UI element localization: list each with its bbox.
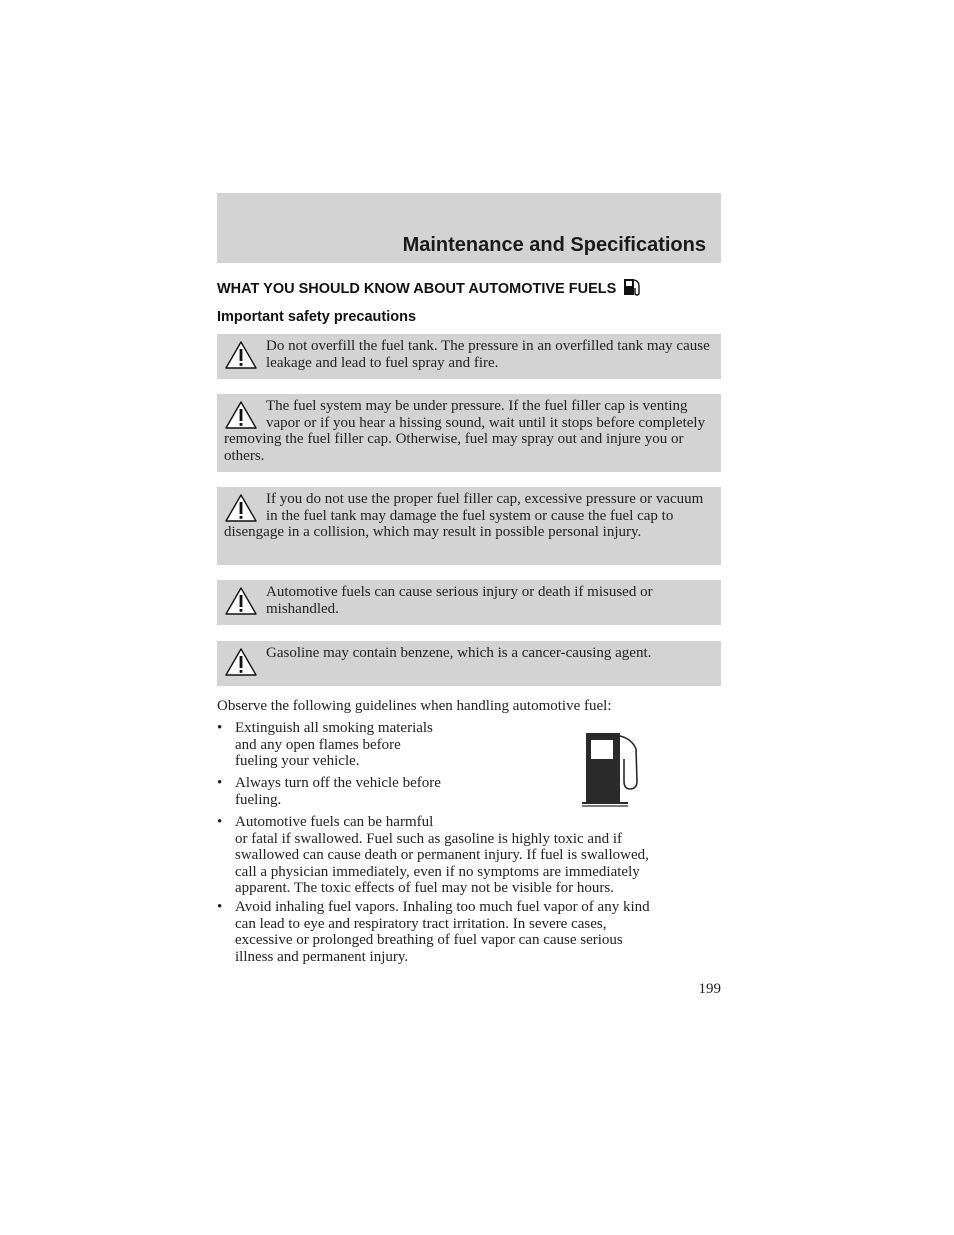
guidelines-intro: Observe the following guidelines when handling automotive fuel: (217, 698, 612, 714)
warning-box (217, 334, 721, 379)
warning-box (217, 394, 721, 472)
list-item-line: excessive or prolonged breathing of fuel vapor can cause serious (235, 932, 623, 948)
warning-text: Do not overfill the fuel tank. The pressure in an overfilled tank may cause leakage and lead to fuel spray and fire. (266, 338, 710, 371)
bullet-marker: • (217, 775, 223, 791)
subheading: Important safety precautions (217, 309, 417, 325)
warning-text: Gasoline may contain benzene, which is a cancer-causing agent. (266, 645, 652, 661)
warning-triangle-icon (224, 647, 258, 677)
bullet-marker: • (217, 899, 223, 915)
list-item-line: illness and permanent injury. (235, 948, 409, 965)
list-item-line: fueling. (235, 791, 282, 808)
list-item-line: Avoid inhaling fuel vapors. Inhaling too much fuel vapor of any kind (235, 899, 650, 915)
warning-text: The fuel system may be under pressure. If the fuel filler cap is venting vapor or if you hear a hissing sound, wait until it stops before completely removing the fuel filler cap. Otherwise, fuel may spray out and injure you or others. (224, 398, 706, 464)
list-item-line: and any open flames before (235, 736, 401, 753)
list-item-line: or fatal if swallowed. Fuel such as gasoline is highly toxic and if (235, 830, 623, 847)
list-item (217, 899, 707, 965)
warning-triangle-icon (224, 586, 258, 616)
section-heading-text: WHAT YOU SHOULD KNOW ABOUT AUTOMOTIVE FUELS (217, 281, 617, 297)
list-item-line: call a physician immediately, even if no symptoms are immediately (235, 863, 640, 880)
page-number: 199 (698, 981, 721, 997)
list-item-line: can lead to eye and respiratory tract irritation. In severe cases, (235, 915, 607, 932)
list-item-line: Automotive fuels can be harmful (235, 814, 434, 830)
warning-text: If you do not use the proper fuel filler cap, excessive pressure or vacuum in the fuel tank may damage the fuel system or cause the fuel cap to disengage in a collision, which may result in possible personal injury. (224, 491, 704, 540)
warning-triangle-icon (224, 340, 258, 370)
warning-box (217, 641, 721, 686)
warning-text: Automotive fuels can cause serious injury or death if misused or mishandled. (266, 584, 653, 617)
list-item-line: swallowed can cause death or permanent injury. If fuel is swallowed, (235, 847, 649, 863)
fuel-pump-icon (580, 731, 640, 807)
list-item-line: Extinguish all smoking materials (235, 720, 433, 736)
list-item-line: Always turn off the vehicle before (235, 775, 441, 791)
warning-triangle-icon (224, 493, 258, 523)
warning-box (217, 487, 721, 565)
fuel-pump-icon (622, 277, 642, 301)
bullet-marker: • (217, 720, 223, 736)
header-band (217, 193, 721, 263)
page-title: Maintenance and Specifications (402, 234, 706, 256)
list-item-line: fueling your vehicle. (235, 753, 360, 769)
list-item (217, 814, 707, 897)
list-item-line: apparent. The toxic effects of fuel may not be visible for hours. (235, 880, 614, 896)
warning-box (217, 580, 721, 625)
section-heading (217, 277, 642, 301)
bullet-marker: • (217, 814, 223, 830)
warning-triangle-icon (224, 400, 258, 430)
